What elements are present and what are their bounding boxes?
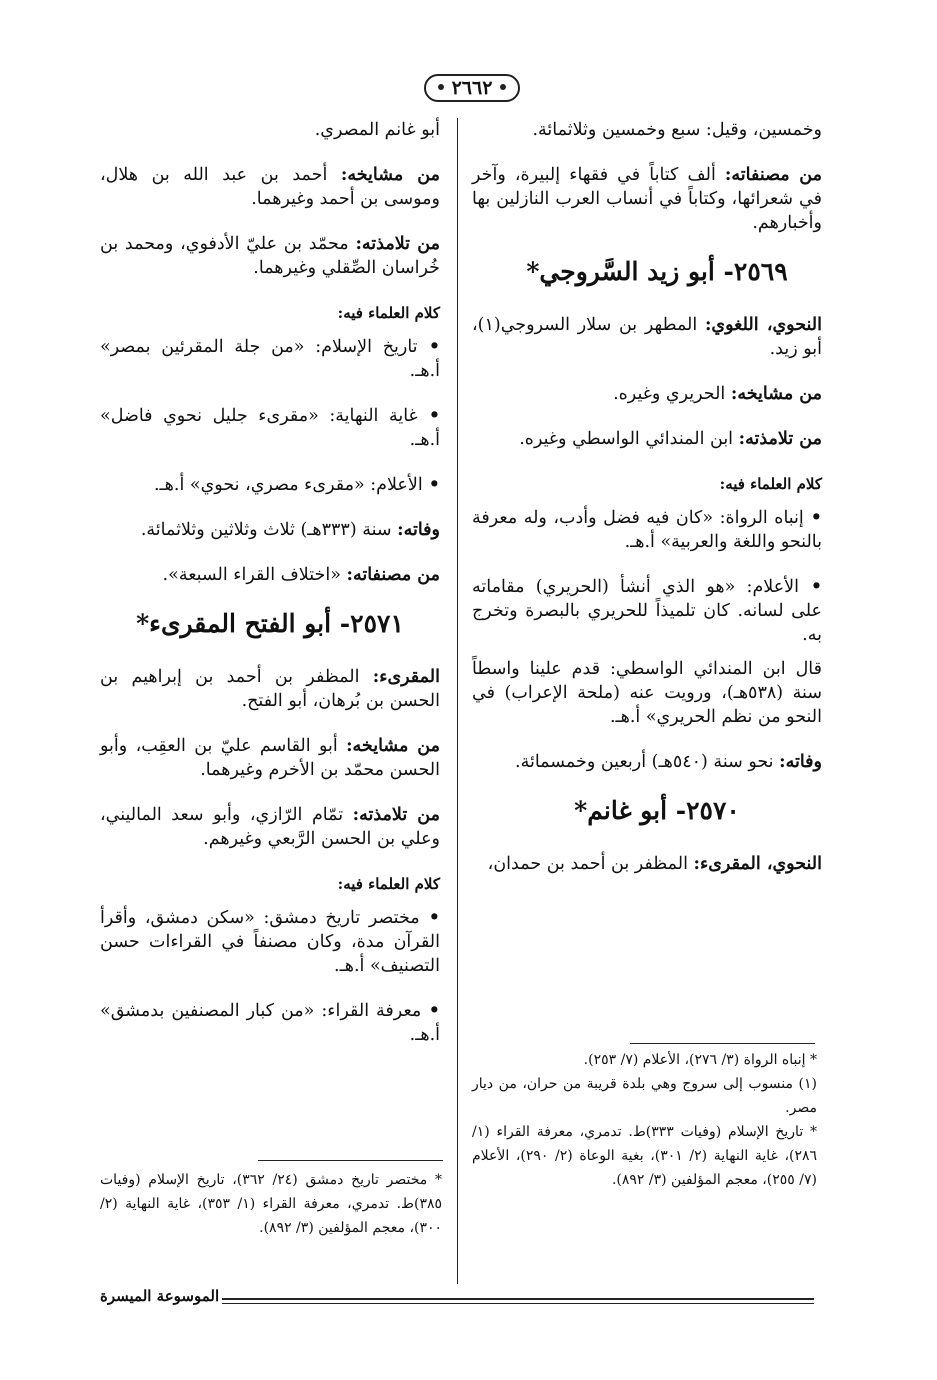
- students-label: من تلامذته:: [738, 429, 822, 449]
- quote-item: • إنباه الرواة: «كان فيه فضل وأدب، وله معرفة بالنحو واللغة والعربية» أ.هـ.: [472, 506, 822, 554]
- quote-item: • معرفة القراء: «من كبار المصنفين بدمشق» أ.هـ.: [100, 999, 440, 1047]
- right-column: [472, 118, 822, 897]
- page-number: ٢٦٦٢: [451, 77, 493, 99]
- footnote-rule: [258, 1160, 443, 1161]
- death-label: وفاته:: [397, 520, 440, 540]
- quote-item: • الأعلام: «مقرىء مصري، نحوي» أ.هـ.: [100, 473, 440, 497]
- scholars-heading: كلام العلماء فيه:: [337, 875, 440, 893]
- works-paragraph: [100, 563, 440, 587]
- death-label: وفاته:: [779, 752, 822, 772]
- intro-label: النحوي، المقرىء:: [693, 854, 822, 874]
- students-label: من تلامذته:: [355, 234, 440, 254]
- quote-item: • الأعلام: «هو الذي أنشأ (الحريري) مقاماته على لسانه. كان تلميذاً للحريري بالبصرة وتخرج به.: [472, 575, 822, 647]
- quote-item: • غاية النهاية: «مقرىء جليل نحوي فاضل» أ.هـ.: [100, 404, 440, 452]
- footnotes: [100, 1168, 442, 1240]
- left-column: [100, 118, 440, 1068]
- continuation-line: وخمسين، وقيل: سبع وخمسين وثلاثمائة.: [532, 120, 822, 140]
- footnote-rule: [630, 1043, 815, 1044]
- teachers-paragraph: [100, 163, 440, 211]
- footnotes: [472, 1048, 817, 1192]
- quote-item: • تاريخ الإسلام: «من جلة المقرئين بمصر» أ.هـ.: [100, 335, 440, 383]
- entry-title-2570: ٢٥٧٠- أبو غانم*: [574, 796, 740, 825]
- intro-text: المطهر بن سلار السروجي(١)، أبو زيد.: [472, 315, 822, 359]
- footer-rule: [222, 1298, 814, 1300]
- teachers-paragraph: [100, 734, 440, 782]
- students-paragraph: [100, 232, 440, 280]
- scholars-heading: كلام العلماء فيه:: [337, 304, 440, 322]
- death-paragraph: [100, 518, 440, 542]
- entry-title-2571: ٢٥٧١- أبو الفتح المقرىء*: [136, 609, 404, 638]
- continuation-line: أبو غانم المصري.: [314, 120, 440, 140]
- entry-intro: [472, 852, 822, 876]
- teachers-paragraph: [472, 382, 822, 406]
- entry-intro: [472, 313, 822, 361]
- footnote: (١) منسوب إلى سروج وهي بلدة قريبة من حران، من ديار مصر.: [472, 1076, 817, 1116]
- works-text: ألف كتاباً في فقهاء إلبيرة، وآخر في شعرائها، وكتاباً في أنساب العرب النازلين بها وأخبارهم.: [472, 165, 822, 233]
- entry-intro: [100, 665, 440, 713]
- students-text: محمّد بن عليّ الأدفوي، ومحمد بن خُراسان الصِّقلي وغيرهما.: [100, 234, 440, 278]
- page-number-ornament: [416, 70, 528, 106]
- works-label: من مصنفاته:: [724, 165, 822, 185]
- teachers-text: الحريري وغيره.: [613, 384, 726, 404]
- death-text: سنة (٣٣٣هـ) ثلاث وثلاثين وثلاثمائة.: [140, 520, 392, 540]
- teachers-label: من مشايخه:: [730, 384, 822, 404]
- scholars-heading: كلام العلماء فيه:: [719, 475, 822, 493]
- students-paragraph: [100, 803, 440, 851]
- footnote: * مختصر تاريخ دمشق (٢٤/ ٣٦٢)، تاريخ الإسلام (وفيات ٣٨٥)ط. تدمري، معرفة القراء (١/ ٣٥٣)، غاية النهاية (٢/ ٣٠٠)، معجم المؤلفين (٣/ ٨٩٢).: [100, 1172, 442, 1236]
- intro-label: المقرىء:: [372, 667, 440, 687]
- intro-label: النحوي، اللغوي:: [704, 315, 822, 335]
- works-label: من مصنفاته:: [346, 565, 440, 585]
- footnote: * تاريخ الإسلام (وفيات ٣٣٣)ط. تدمري، معرفة القراء (١/ ٢٨٦)، غاية النهاية (٢/ ٣٠١)، بغية الوعاة (٢/ ٢٩٠)، الأعلام (٧/ ٢٥٥)، معجم المؤلفين (٣/ ٨٩٢).: [472, 1124, 817, 1188]
- entry-title-2569: ٢٥٦٩- أبو زيد السَّروجي*: [526, 257, 788, 286]
- death-text: نحو سنة (٥٤٠هـ) أربعين وخمسمائة.: [515, 752, 774, 772]
- intro-text: المظفر بن أحمد بن إبراهيم بن الحسن بن بُرهان، أبو الفتح.: [100, 667, 440, 711]
- footer-rule-thin: [222, 1303, 814, 1304]
- teachers-text: أبو القاسم عليّ بن العقِب، وأبو الحسن محمّد بن الأخرم وغيرهما.: [100, 736, 440, 780]
- works-text: «اختلاف القراء السبعة».: [162, 565, 341, 585]
- teachers-label: من مشايخه:: [340, 165, 440, 185]
- quote-item: • مختصر تاريخ دمشق: «سكن دمشق، وأقرأ القرآن مدة، وكان مصنفاً في القراءات حسن التصنيف» أ.هـ.: [100, 906, 440, 978]
- intro-text: المظفر بن أحمد بن حمدان،: [487, 854, 688, 874]
- death-paragraph: [472, 750, 822, 774]
- students-text: ابن المندائي الواسطي وغيره.: [519, 429, 734, 449]
- footer-title: الموسوعة الميسرة: [100, 1287, 220, 1305]
- teachers-text: أحمد بن عبد الله بن هلال، وموسى بن أحمد وغيرهما.: [100, 165, 440, 209]
- works-paragraph: [472, 163, 822, 235]
- students-paragraph: [472, 427, 822, 451]
- footnote: * إنباه الرواة (٣/ ٢٧٦)، الأعلام (٧/ ٢٥٣).: [583, 1052, 817, 1068]
- students-text: تمّام الرّازي، وأبو سعد الماليني، وعلي بن الحسن الرَّبعي وغيرهم.: [100, 805, 440, 849]
- quote-continuation: قال ابن المندائي الواسطي: قدم علينا واسطاً سنة (٥٣٨هـ)، ورويت عنه (ملحة الإعراب) في النحو من نظم الحريري» أ.هـ.: [472, 659, 822, 727]
- column-divider: [457, 118, 458, 1284]
- teachers-label: من مشايخه:: [346, 736, 440, 756]
- students-label: من تلامذته:: [352, 805, 441, 825]
